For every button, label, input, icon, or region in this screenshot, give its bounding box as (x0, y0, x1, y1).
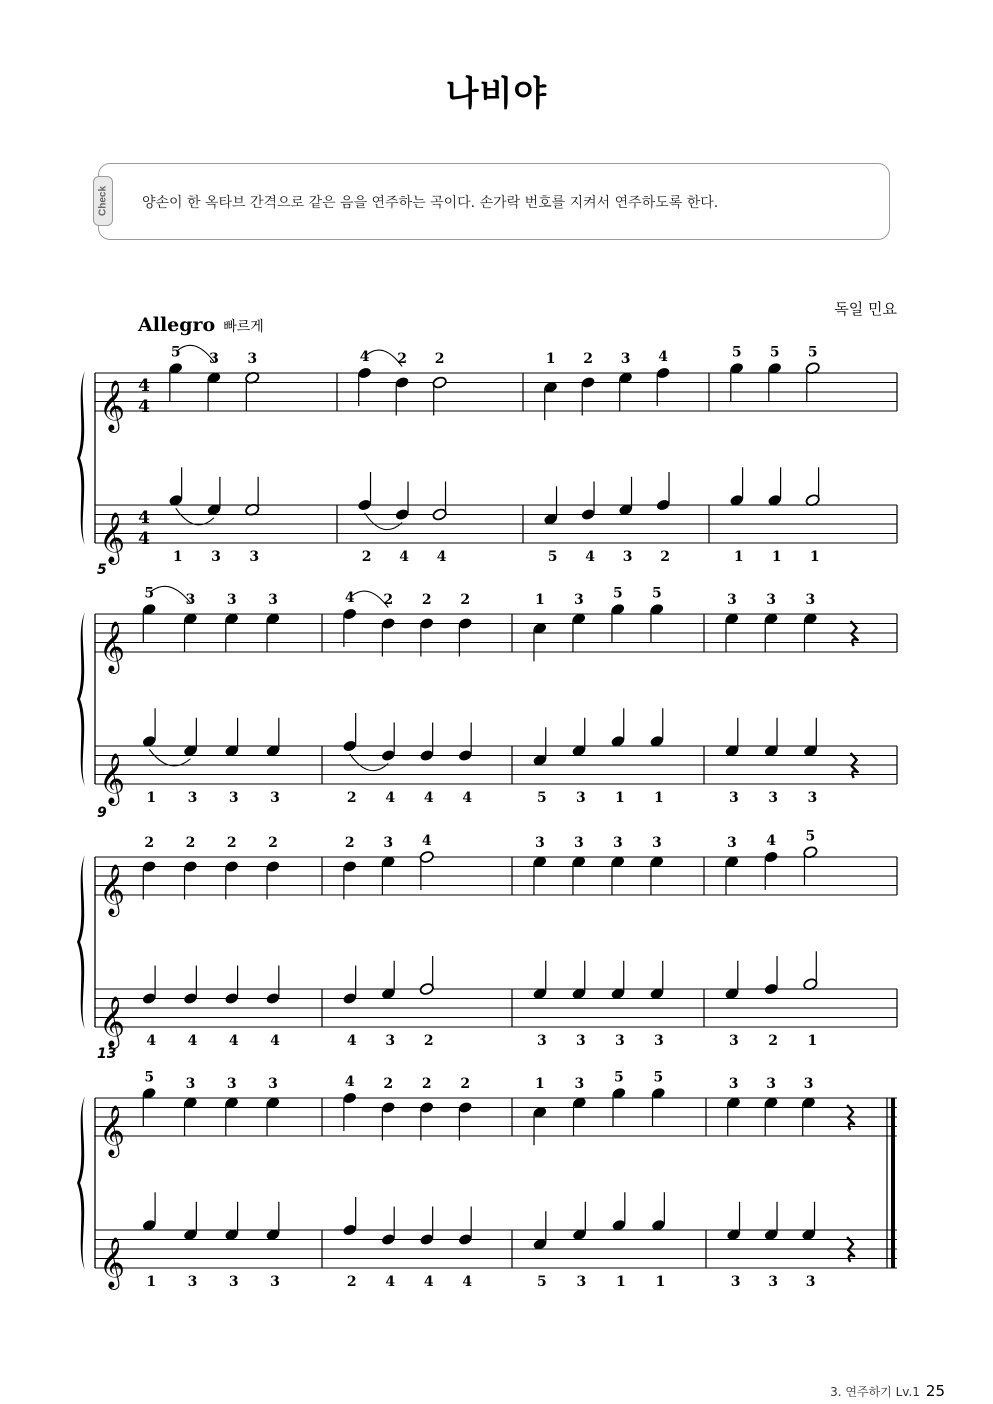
finger-number: 1 (535, 1076, 545, 1092)
finger-number: 3 (534, 835, 545, 851)
left-hand-note (206, 477, 221, 517)
left-hand-note (394, 482, 409, 522)
right-hand-note (265, 1096, 280, 1136)
finger-number: 2 (421, 1076, 432, 1092)
right-hand-note (767, 362, 782, 402)
finger-number: 3 (768, 1274, 778, 1290)
finger-number: 2 (583, 351, 593, 367)
left-hand-note (543, 486, 558, 526)
finger-number: 2 (346, 1274, 357, 1290)
finger-number: 2 (144, 835, 155, 851)
finger-number: 4 (270, 1033, 280, 1049)
left-hand-note (767, 467, 782, 507)
brace (77, 612, 85, 786)
treble-clef-icon: 𝄞 (99, 753, 126, 804)
treble-clef-icon: 𝄞 (99, 864, 126, 915)
finger-number: 3 (270, 1274, 280, 1290)
left-hand-note (801, 1202, 816, 1242)
left-hand-note (726, 1202, 741, 1242)
right-hand-note (763, 612, 778, 652)
right-hand-note (224, 1096, 239, 1136)
finger-number: 4 (359, 349, 370, 365)
right-hand-note (357, 366, 372, 406)
finger-number: 1 (809, 549, 820, 565)
finger-number: 3 (226, 1076, 237, 1092)
finger-number: 3 (211, 549, 221, 565)
treble-clef-icon: 𝄞 (99, 380, 126, 431)
left-hand-note (419, 956, 434, 996)
right-hand-note (649, 603, 664, 643)
right-hand-note (183, 860, 198, 900)
right-hand-note (801, 1096, 816, 1136)
finger-number: 2 (423, 1033, 434, 1049)
left-hand-note (532, 727, 547, 767)
finger-number: 3 (728, 1076, 739, 1092)
finger-number: 3 (729, 790, 739, 806)
left-hand-note (381, 1207, 396, 1247)
left-hand-note (381, 723, 396, 763)
measure-number: 9 (97, 805, 107, 821)
finger-number: 4 (658, 349, 668, 365)
left-hand-note (729, 467, 744, 507)
finger-number: 3 (268, 1076, 278, 1092)
finger-number: 3 (249, 549, 260, 565)
finger-number: 3 (536, 1033, 547, 1049)
right-hand-note (183, 612, 198, 652)
left-hand-note (458, 723, 473, 763)
treble-clef-icon: 𝄞 (99, 621, 126, 672)
treble-clef-icon: 𝄞 (99, 512, 126, 563)
left-hand-note (419, 723, 434, 763)
finger-number: 3 (185, 592, 196, 608)
finger-number: 3 (575, 1033, 586, 1049)
left-hand-note (763, 718, 778, 758)
final-barline-thick (891, 1098, 895, 1268)
left-hand-note (649, 708, 664, 748)
right-hand-note (342, 607, 357, 647)
finger-number: 5 (547, 549, 558, 565)
right-hand-note (342, 860, 357, 900)
finger-number: 1 (653, 790, 664, 806)
finger-number: 3 (730, 1274, 741, 1290)
finger-number: 2 (346, 790, 357, 806)
left-hand-note (803, 951, 818, 991)
right-hand-note (571, 855, 586, 895)
check-tab-label: Check (97, 185, 109, 217)
finger-number: 2 (268, 835, 278, 851)
left-hand-note (224, 1202, 239, 1242)
finger-number: 2 (421, 592, 432, 608)
finger-number: 1 (545, 351, 556, 367)
finger-number: 4 (766, 833, 777, 849)
left-hand-note (183, 966, 198, 1006)
left-hand-note (419, 1207, 434, 1247)
right-hand-note (611, 1087, 626, 1127)
slur (149, 749, 190, 766)
finger-number: 2 (185, 835, 196, 851)
right-hand-note (655, 366, 670, 406)
left-hand-note (183, 1202, 198, 1242)
left-hand-note (649, 961, 664, 1001)
left-hand-note (724, 961, 739, 1001)
right-hand-note (726, 1096, 741, 1136)
left-hand-note (651, 1192, 666, 1232)
finger-number: 5 (805, 828, 816, 845)
treble-clef-icon: 𝄞 (99, 996, 126, 1047)
right-hand-note (532, 855, 547, 895)
finger-number: 3 (651, 835, 662, 851)
left-hand-note (610, 708, 625, 748)
finger-number: 2 (344, 835, 355, 851)
right-hand-note (572, 1096, 587, 1136)
tempo-korean: 빠르게 (223, 319, 264, 335)
tempo-italian: Allegro (138, 314, 216, 336)
finger-number: 4 (187, 1033, 198, 1049)
finger-number: 3 (807, 790, 818, 806)
left-hand-note (805, 467, 820, 507)
right-hand-note (142, 1087, 157, 1127)
finger-number: 4 (585, 549, 595, 565)
finger-number: 3 (383, 835, 394, 851)
finger-number: 4 (421, 833, 432, 849)
finger-number: 3 (270, 790, 280, 806)
time-signature-top: 4 (138, 376, 150, 396)
finger-number: 5 (651, 585, 662, 602)
left-hand-note (168, 467, 183, 507)
left-hand-note (532, 961, 547, 1001)
finger-number: 3 (385, 1033, 396, 1049)
right-hand-note (265, 612, 280, 652)
finger-number: 3 (805, 1274, 816, 1290)
finger-number: 3 (575, 790, 586, 806)
finger-number: 1 (146, 790, 157, 806)
slur (151, 586, 190, 602)
finger-number: 3 (226, 592, 237, 608)
page-footer (830, 1382, 945, 1400)
finger-number: 3 (228, 1274, 239, 1290)
left-hand-note (763, 1202, 778, 1242)
left-hand-note (655, 472, 670, 512)
right-hand-note (571, 612, 586, 652)
treble-clef-icon: 𝄞 (99, 1105, 126, 1156)
footer-section: 3. 연주하기 Lv.1 (830, 1385, 920, 1399)
right-hand-note (724, 612, 739, 652)
right-hand-note (206, 371, 221, 411)
finger-number: 2 (434, 351, 445, 367)
left-hand-note (142, 708, 157, 748)
finger-number: 1 (172, 549, 183, 565)
left-hand-note (610, 961, 625, 1001)
finger-number: 3 (573, 592, 584, 608)
right-hand-note (763, 850, 778, 890)
finger-number: 3 (185, 1076, 196, 1092)
finger-number: 1 (807, 1033, 818, 1049)
left-hand-note (265, 966, 280, 1006)
finger-number: 1 (616, 1274, 626, 1290)
right-hand-note (618, 371, 633, 411)
finger-number: 3 (576, 1274, 587, 1290)
right-hand-note (419, 617, 434, 657)
left-hand-note (224, 718, 239, 758)
right-hand-note (183, 1096, 198, 1136)
right-hand-note (245, 371, 260, 411)
finger-number: 1 (614, 790, 625, 806)
finger-number: 1 (655, 1274, 666, 1290)
right-hand-note (651, 1087, 666, 1127)
finger-number: 3 (620, 351, 631, 367)
left-hand-note (532, 1211, 547, 1251)
finger-number: 4 (399, 549, 409, 565)
finger-number: 1 (771, 549, 782, 565)
finger-number: 2 (768, 1033, 779, 1049)
left-hand-note (432, 482, 447, 522)
right-hand-note (649, 855, 664, 895)
finger-number: 3 (209, 351, 219, 367)
finger-number: 2 (460, 1076, 471, 1092)
finger-number: 3 (574, 1076, 585, 1092)
left-hand-note (183, 718, 198, 758)
left-hand-note (580, 482, 595, 522)
left-hand-note (342, 1197, 357, 1237)
finger-number: 3 (653, 1033, 664, 1049)
finger-number: 3 (805, 592, 816, 608)
finger-number: 4 (344, 1074, 355, 1090)
finger-number: 2 (460, 592, 471, 608)
page-title: 나비야 (445, 74, 548, 114)
right-hand-note (729, 362, 744, 402)
finger-number: 3 (187, 1274, 198, 1290)
right-hand-note (532, 1106, 547, 1146)
finger-number: 3 (729, 1033, 739, 1049)
time-signature-bottom: 4 (138, 529, 150, 549)
left-hand-note (724, 718, 739, 758)
right-hand-note (381, 617, 396, 657)
left-hand-note (245, 477, 260, 517)
right-hand-note (580, 376, 595, 416)
finger-number: 4 (385, 1274, 396, 1290)
left-hand-note (265, 718, 280, 758)
finger-number: 2 (226, 835, 237, 851)
brace (77, 855, 85, 1029)
right-hand-note (543, 381, 558, 421)
left-hand-note (342, 966, 357, 1006)
finger-number: 3 (614, 1033, 625, 1049)
left-hand-note (142, 966, 157, 1006)
finger-number: 3 (766, 592, 777, 608)
right-hand-note (432, 376, 447, 416)
finger-number: 3 (247, 351, 258, 367)
page-number: 25 (925, 1382, 945, 1400)
left-hand-note (611, 1192, 626, 1232)
finger-number: 5 (769, 344, 780, 361)
finger-number: 3 (612, 835, 623, 851)
finger-number: 5 (144, 1069, 155, 1086)
finger-number: 1 (733, 549, 744, 565)
finger-number: 4 (436, 549, 447, 565)
finger-number: 5 (144, 585, 155, 602)
right-hand-note (265, 860, 280, 900)
treble-clef-icon: 𝄞 (99, 1237, 126, 1288)
right-hand-note (803, 612, 818, 652)
left-hand-note (357, 472, 372, 512)
left-hand-note (571, 961, 586, 1001)
finger-number: 4 (346, 1033, 357, 1049)
right-hand-note (168, 362, 183, 402)
right-hand-note (224, 612, 239, 652)
composer-credit: 독일 민요 (834, 300, 897, 318)
right-hand-note (342, 1091, 357, 1131)
finger-number: 5 (614, 1069, 624, 1086)
finger-number: 2 (383, 1076, 394, 1092)
time-signature-top: 4 (138, 508, 150, 528)
finger-number: 5 (537, 1274, 547, 1290)
finger-number: 4 (228, 1033, 239, 1049)
right-hand-note (803, 846, 818, 886)
brace (77, 1096, 85, 1270)
brace (77, 371, 85, 545)
left-hand-note (142, 1192, 157, 1232)
finger-number: 4 (344, 590, 355, 606)
finger-number: 4 (462, 1274, 473, 1290)
finger-number: 4 (423, 1274, 434, 1290)
measure-number: 5 (97, 562, 107, 578)
right-hand-note (458, 1101, 473, 1141)
right-hand-note (142, 860, 157, 900)
finger-number: 3 (803, 1076, 814, 1092)
check-text: 양손이 한 옥타브 간격으로 같은 음을 연주하는 곡이다. 손가락 번호를 지켜서 연주하도록 한다. (142, 195, 719, 211)
finger-number: 4 (385, 790, 396, 806)
finger-number: 3 (622, 549, 633, 565)
finger-number: 1 (146, 1274, 157, 1290)
right-hand-note (419, 1101, 434, 1141)
finger-number: 2 (383, 592, 394, 608)
left-hand-note (458, 1207, 473, 1247)
right-hand-note (458, 617, 473, 657)
right-hand-note (381, 1101, 396, 1141)
finger-number: 3 (228, 790, 239, 806)
right-hand-note (724, 855, 739, 895)
finger-number: 3 (768, 790, 779, 806)
finger-number: 3 (573, 835, 584, 851)
left-hand-note (224, 966, 239, 1006)
left-hand-note (572, 1202, 587, 1242)
left-hand-note (265, 1202, 280, 1242)
finger-number: 4 (423, 790, 434, 806)
right-hand-note (610, 603, 625, 643)
finger-number: 3 (187, 790, 198, 806)
left-hand-note (618, 477, 633, 517)
measure-number: 13 (97, 1046, 117, 1062)
finger-number: 5 (170, 344, 181, 361)
finger-number: 2 (660, 549, 670, 565)
right-hand-note (805, 362, 820, 402)
finger-number: 2 (361, 549, 372, 565)
finger-number: 5 (807, 344, 818, 361)
right-hand-note (142, 603, 157, 643)
finger-number: 3 (766, 1076, 776, 1092)
left-hand-note (381, 961, 396, 1001)
finger-number: 5 (653, 1069, 664, 1086)
left-hand-note (803, 718, 818, 758)
left-hand-note (763, 956, 778, 996)
right-hand-note (224, 860, 239, 900)
time-signature-bottom: 4 (138, 397, 150, 417)
left-hand-note (571, 718, 586, 758)
finger-number: 5 (536, 790, 547, 806)
finger-number: 3 (727, 592, 737, 608)
finger-number: 2 (397, 351, 407, 367)
finger-number: 5 (731, 344, 742, 361)
right-hand-note (763, 1096, 778, 1136)
right-hand-note (381, 855, 396, 895)
finger-number: 4 (462, 790, 473, 806)
left-hand-note (342, 713, 357, 753)
right-hand-note (394, 376, 409, 416)
finger-number: 3 (268, 592, 278, 608)
right-hand-note (419, 850, 434, 890)
finger-number: 4 (146, 1033, 157, 1049)
finger-number: 1 (534, 592, 545, 608)
right-hand-note (610, 855, 625, 895)
finger-number: 3 (727, 835, 737, 851)
finger-number: 5 (612, 585, 623, 602)
right-hand-note (532, 622, 547, 662)
